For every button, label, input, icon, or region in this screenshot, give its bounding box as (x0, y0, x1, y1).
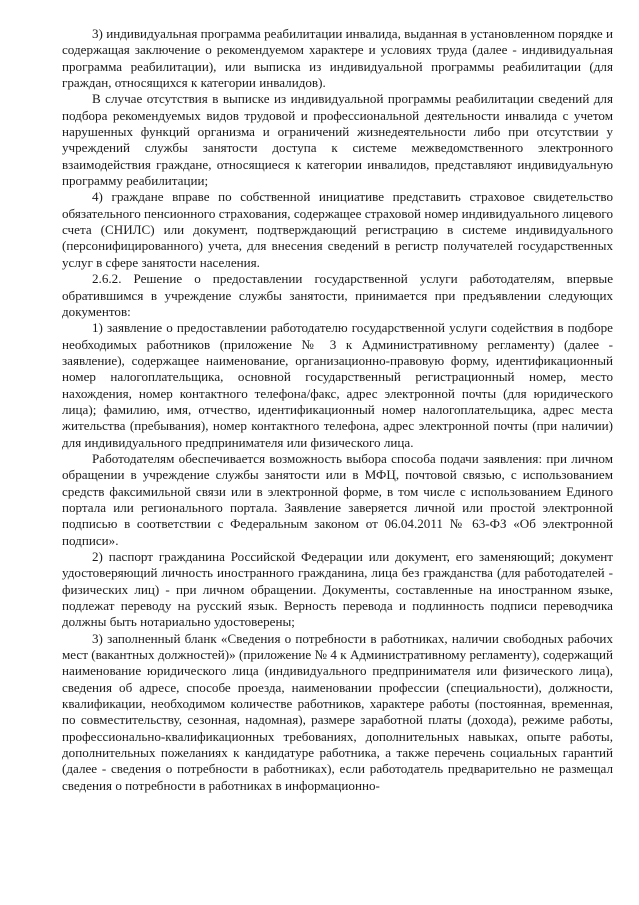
paragraph-vacancy-form: 3) заполненный бланк «Сведения о потребности в работниках, наличии свободных рабочих мест (вакантных должностей)» (приложение № 4 к Административному регламенту), содержащий наименование юридического лица (индивидуального предпринимателя или физического лица), сведения об адресе, способе проезда, наименовании профессии (специальности), должности, квалификации, необходимом количестве работников, характере работы (постоянная, временная, по совместительству, сезонная, надомная), размере заработной платы (дохода), режиме работы, профессионально-квалификационных требованиях, дополнительных навыках, опыте работы, дополнительных пожеланиях к кандидатуре работника, а также перечень социальных гарантий (далее - сведения о потребности в работниках), если работодатель предварительно не размещал сведения о потребности в работниках в информационно- (62, 630, 613, 793)
paragraph-employer-application: 1) заявление о предоставлении работодателю государственной услуги содействия в подборе необходимых работников (приложение № 3 к Административному регламенту) (далее - заявление), содержащее наименование, организационно-правовую форму, идентификационный номер налогоплательщика, основной государственный регистрационный номер, место нахождения, номер контактного телефона/факс, адрес электронной почты (для юридического лица); фамилию, имя, отчество, идентификационный номер налогоплательщика, адрес места жительства (пребывания), номер контактного телефона, адрес электронной почты (при наличии) для индивидуального предпринимателя или физического лица. (62, 320, 613, 450)
paragraph-ipr-extract-missing: В случае отсутствия в выписке из индивидуальной программы реабилитации сведений для подбора рекомендуемых видов трудовой и профессиональной деятельности инвалида с учетом нарушенных функций организма и ограничений жизнедеятельности либо при отсутствии у учреждений службы занятости доступа к системе межведомственного электронного взаимодействия граждане, относящиеся к категории инвалидов, представляют индивидуальную программу реабилитации; (62, 91, 613, 189)
paragraph-passport: 2) паспорт гражданина Российской Федерации или документ, его заменяющий; документ удостоверяющий личность иностранного гражданина, лица без гражданства (для работодателей - физических лиц) - при личном обращении. Документы, составленные на иностранном языке, подлежат переводу на русский язык. Верность перевода и подлинность подписи переводчика должны быть нотариально удостоверены; (62, 549, 613, 630)
paragraph-submission-methods: Работодателям обеспечивается возможность выбора способа подачи заявления: при личном обращении в учреждение службы занятости или в МФЦ, почтовой связью, с использованием средств факсимильной связи или в электронной форме, в том числе с использованием Единого портала или регионального портала. Заявление заверяется личной или простой электронной подписью в соответствии с Федеральным законом от 06.04.2011 № 63-ФЗ «Об электронной подписи». (62, 450, 613, 548)
paragraph-ipr-document: 3) индивидуальная программа реабилитации инвалида, выданная в установленном порядке и содержащая заключение о рекомендуемом характере и условиях труда (далее - индивидуальная программа реабилитации), или выписка из индивидуальной программы реабилитации (для граждан, относящихся к категории инвалидов). (62, 26, 613, 91)
paragraph-snils: 4) граждане вправе по собственной инициативе представить страховое свидетельство обязательного пенсионного страхования, содержащее страховой номер индивидуального лицевого счета (СНИЛС) или документ, подтверждающий регистрацию в системе индивидуального (персонифицированного) учета, для внесения сведений в регистр получателей государственных услуг в сфере занятости населения. (62, 189, 613, 270)
paragraph-section-2-6-2: 2.6.2. Решение о предоставлении государственной услуги работодателям, впервые обратившимся в учреждение службы занятости, принимается при предъявлении следующих документов: (62, 271, 613, 319)
